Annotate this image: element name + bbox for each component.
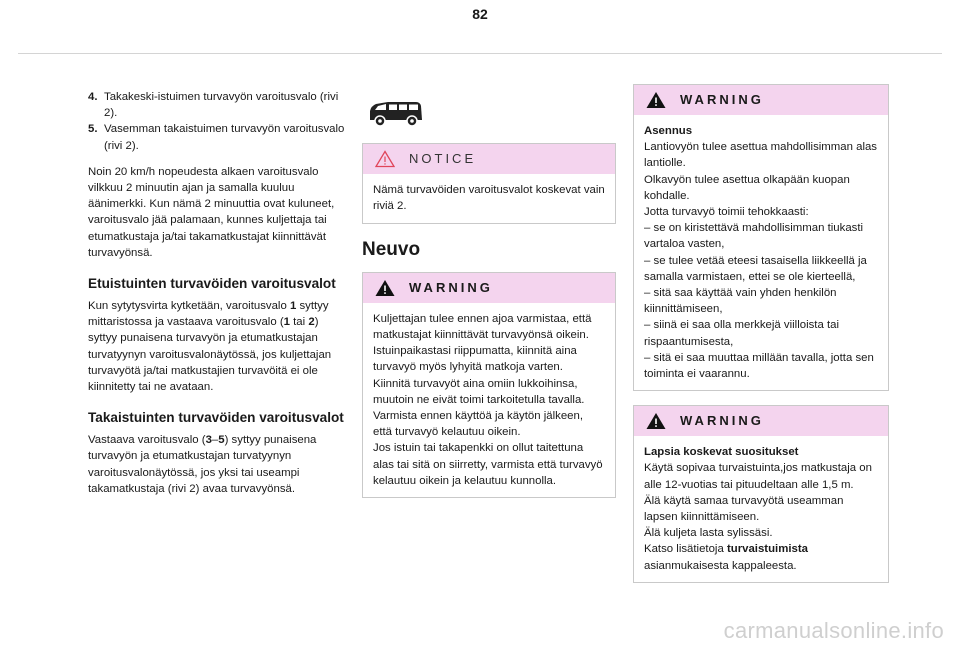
warning-body [634, 115, 888, 390]
warning-line: Kuljettajan tulee ennen ajoa varmistaa, että matkustajat kiinnittävät turvavyönsä oikein. [373, 312, 592, 342]
van-icon [366, 100, 424, 128]
warning-subtitle: Lapsia koskevat suositukset [644, 446, 799, 459]
notice-title: NOTICE [409, 151, 477, 167]
warning-subtitle: Asennus [644, 125, 693, 137]
installation-warning-box [633, 84, 889, 391]
list-item [88, 121, 350, 153]
warning-title: WARNING [409, 279, 493, 295]
column-left [88, 89, 350, 507]
child-warning-box [633, 405, 889, 583]
warning-title: WARNING [680, 413, 764, 429]
front-seat-heading: Etuistuinten turvavöiden varoitusvalot [88, 276, 336, 292]
list-item-number: 4. [88, 91, 98, 103]
warning-header [363, 273, 615, 303]
notice-body: Nämä turvavöiden varoitusvalot koskevat vain riviä 2. [373, 184, 605, 213]
list-item-text: Vasemman takaistuimen turvavyön varoitusvalo (rivi 2). [104, 123, 345, 152]
warning-triangle-icon [646, 412, 666, 430]
warning-line: – se tulee vetää eteesi tasaisella liikkeellä ja samalla varmistaen, ettei se ole kierteellä, [644, 254, 867, 283]
speed-warning-paragraph: Noin 20 km/h nopeudesta alkaen varoitusvalo vilkkuu 2 minuutin ajan ja samalla kuuluu äänimerkki. Kun nämä 2 minuuttia ovat kuluneet, varoitusvalo jää palamaan, kunnes kuljettaja tai etumatkustaja ja/tai takamatkustajat kiinnittävät turvavyönsä. [88, 165, 335, 259]
list-item [88, 89, 350, 121]
column-middle [362, 100, 616, 512]
warning-line: Istuinpaikastasi riippumatta, kiinnitä aina turvavyö myös lyhyitä matkoja varten. [373, 345, 577, 374]
column-right [633, 84, 889, 597]
notice-box [362, 143, 616, 223]
page-number: 82 [472, 6, 488, 22]
warning-line: Jos istuin tai takapenkki on ollut taitettuna alas tai sitä on siirretty, varmista että turvavyö kelautuu oikein ja kelautuu kunnolla. [373, 442, 603, 487]
list-item-text: Takakeski-istuimen turvavyön varoitusvalo (rivi 2). [104, 91, 339, 120]
notice-triangle-icon [375, 150, 395, 168]
warning-line: Jotta turvavyö toimii tehokkaasti: [644, 206, 809, 219]
warning-body [634, 436, 888, 582]
warning-box [362, 272, 616, 498]
list-item-number: 5. [88, 123, 98, 136]
header-divider [18, 53, 942, 54]
warning-line: – sitä ei saa muuttaa millään tavalla, jotta sen toiminta ei vaarannu. [644, 351, 874, 381]
warning-line: – sitä saa käyttää vain yhden henkilön kiinnittämiseen, [644, 287, 837, 316]
warning-body [363, 303, 615, 497]
notice-header [363, 144, 615, 174]
warning-line: Olkavyön tulee asettua olkapään kuopan kohdalle. [644, 173, 850, 202]
warning-line: Lantiovyön tulee asettua mahdollisimman alas lantiolle. [644, 141, 878, 170]
warning-line: Käytä sopivaa turvaistuinta,jos matkustaja on alle 12-vuotias tai pituudeltaan alle 1,5 m. [644, 462, 872, 491]
warning-header [634, 85, 888, 115]
warning-line-reference: Katso lisätietoja turvaistuimista asianmukaisesta kappaleesta. [644, 543, 808, 572]
warning-header [634, 406, 888, 436]
warning-triangle-icon [375, 279, 395, 297]
warning-triangle-icon [646, 91, 666, 109]
warning-line: Kiinnitä turvavyöt aina omiin lukkoihinsa, muutoin ne eivät toimi tarkoitetulla tavalla. [373, 377, 585, 406]
watermark: carmanualsonline.info [723, 618, 944, 643]
rear-seat-heading: Takaistuinten turvavöiden varoitusvalot [88, 410, 344, 426]
advice-heading: Neuvo [362, 238, 421, 260]
front-seat-paragraph: Kun sytytysvirta kytketään, varoitusvalo 1 syttyy mittaristossa ja vastaava varoitusvalo (1 tai 2) syttyy punaisena turvavyön ja etumatkustajan turvatyynyn varoitusvalonäytössä, jos kuljettajan turvavyötä ja/tai matkustajien turvavöitä ei ole kiinnitetty tai ne avataan. [88, 300, 332, 394]
warning-title: WARNING [680, 91, 764, 107]
seat-light-list [88, 89, 350, 154]
warning-line: Varmista ennen käyttöä ja käytön jälkeen, että turvavyö kelautuu oikein. [373, 410, 584, 439]
warning-line: – se on kiristettävä mahdollisimman tiukasti vartaloa vasten, [644, 222, 864, 251]
warning-line: – siinä ei saa olla merkkejä viilloista tai rispaantumisesta, [644, 319, 839, 348]
rear-seat-paragraph: Vastaava varoitusvalo (3–5) syttyy punaisena turvavyön ja etumatkustajan turvatyynyn varoitusvalonäytössä, jos yksi tai useampi takamatkustaja (rivi 2) avaa turvavyönsä. [88, 434, 317, 495]
warning-line: Älä käytä samaa turvavyötä useamman lapsen kiinnittämiseen. [644, 494, 844, 524]
warning-line: Älä kuljeta lasta sylissäsi. [644, 527, 773, 540]
